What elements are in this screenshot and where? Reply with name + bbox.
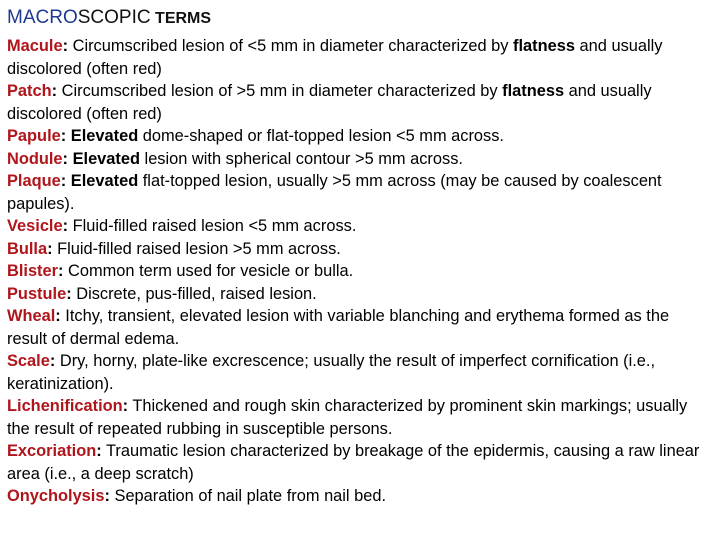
term-colon: : (62, 37, 69, 55)
term-entry-onycholysis (7, 485, 713, 508)
term-entry-bulla (7, 238, 713, 261)
term-name: Blister (7, 262, 59, 280)
term-entry-wheal (7, 305, 713, 350)
term-definition: Circumscribed lesion of <5 mm in diameter characterized by (68, 37, 514, 55)
term-definition: Itchy, transient, elevated lesion with variable blanching and erythema formed as the result of dermal edema. (7, 307, 670, 348)
term-definition: Dry, horny, plate-like excrescence; usually the result of imperfect cornification (i.e., keratinization). (7, 352, 656, 393)
term-name: Excoriation (7, 442, 97, 460)
term-entry-nodule (7, 148, 713, 171)
term-entry-lichenification (7, 395, 713, 440)
term-colon: : (122, 397, 129, 415)
term-entry-macule (7, 35, 713, 80)
term-definition: Discrete, pus-filled, raised lesion. (71, 284, 317, 303)
term-definition: Fluid-filled raised lesion >5 mm across. (52, 239, 341, 258)
term-definition: Fluid-filled raised lesion <5 mm across. (68, 217, 357, 235)
term-name: Scale (7, 352, 50, 370)
term-definition: Traumatic lesion characterized by breakage of the epidermis, causing a raw linear area (i.e., a deep scratch) (7, 442, 700, 483)
term-entry-blister (7, 260, 713, 283)
term-definition-rest: and usually discolored (often red) (7, 82, 652, 123)
term-colon: : (60, 127, 67, 145)
term-emphasis: flatness (502, 82, 565, 100)
term-name: Pustule (7, 284, 67, 303)
term-emphasis: flatness (513, 37, 575, 55)
term-entry-scale (7, 350, 713, 395)
term-name: Macule (7, 37, 63, 55)
term-colon: : (66, 284, 72, 303)
term-entry-plaque (7, 170, 713, 215)
term-name: Wheal (7, 307, 56, 325)
slide-title (7, 6, 713, 31)
term-definition: Separation of nail plate from nail bed. (109, 487, 387, 505)
term-emphasis: Elevated (70, 172, 139, 190)
term-definition: Common term used for vesicle or bulla. (63, 262, 354, 280)
term-name: Onycholysis (7, 487, 105, 505)
title-part-scopic: SCOPIC (77, 7, 151, 28)
term-name: Lichenification (7, 397, 123, 415)
term-entry-pustule (7, 283, 713, 306)
term-entry-patch (7, 80, 713, 125)
term-colon: : (104, 487, 110, 505)
term-colon: : (49, 352, 56, 370)
term-colon: : (96, 442, 102, 460)
title-part-macro: MACRO (7, 7, 78, 28)
term-entry-papule (7, 125, 713, 148)
title-part-terms: TERMS (150, 10, 212, 27)
term-definition: Thickened and rough skin characterized by prominent skin markings; usually the result of repeated rubbing in susceptible persons. (7, 397, 688, 438)
term-emphasis: Elevated (72, 149, 140, 168)
term-colon: : (58, 262, 64, 280)
term-colon: : (51, 82, 58, 100)
term-name: Bulla (7, 239, 48, 258)
term-name: Vesicle (7, 217, 63, 235)
term-colon: : (60, 172, 67, 190)
term-colon: : (62, 217, 69, 235)
term-name: Nodule (7, 149, 63, 168)
term-name: Plaque (7, 172, 61, 190)
term-name: Papule (7, 127, 61, 145)
term-entry-vesicle (7, 215, 713, 238)
term-definition: Circumscribed lesion of >5 mm in diameter characterized by (57, 82, 503, 100)
term-colon: : (47, 239, 53, 258)
term-definition-rest: and usually discolored (often red) (7, 37, 663, 78)
term-entry-excoriation (7, 440, 713, 485)
terms-list (7, 35, 713, 508)
term-colon: : (55, 307, 61, 325)
term-name: Patch (7, 82, 52, 100)
term-emphasis: Elevated (70, 127, 139, 145)
term-definition-rest: dome-shaped or flat-topped lesion <5 mm across. (138, 127, 504, 145)
slide (7, 6, 713, 508)
term-definition-rest: lesion with spherical contour >5 mm across. (140, 149, 463, 168)
term-definition-rest: flat-topped lesion, usually >5 mm across (may be caused by coalescent papules). (7, 172, 662, 213)
term-colon: : (62, 149, 69, 168)
